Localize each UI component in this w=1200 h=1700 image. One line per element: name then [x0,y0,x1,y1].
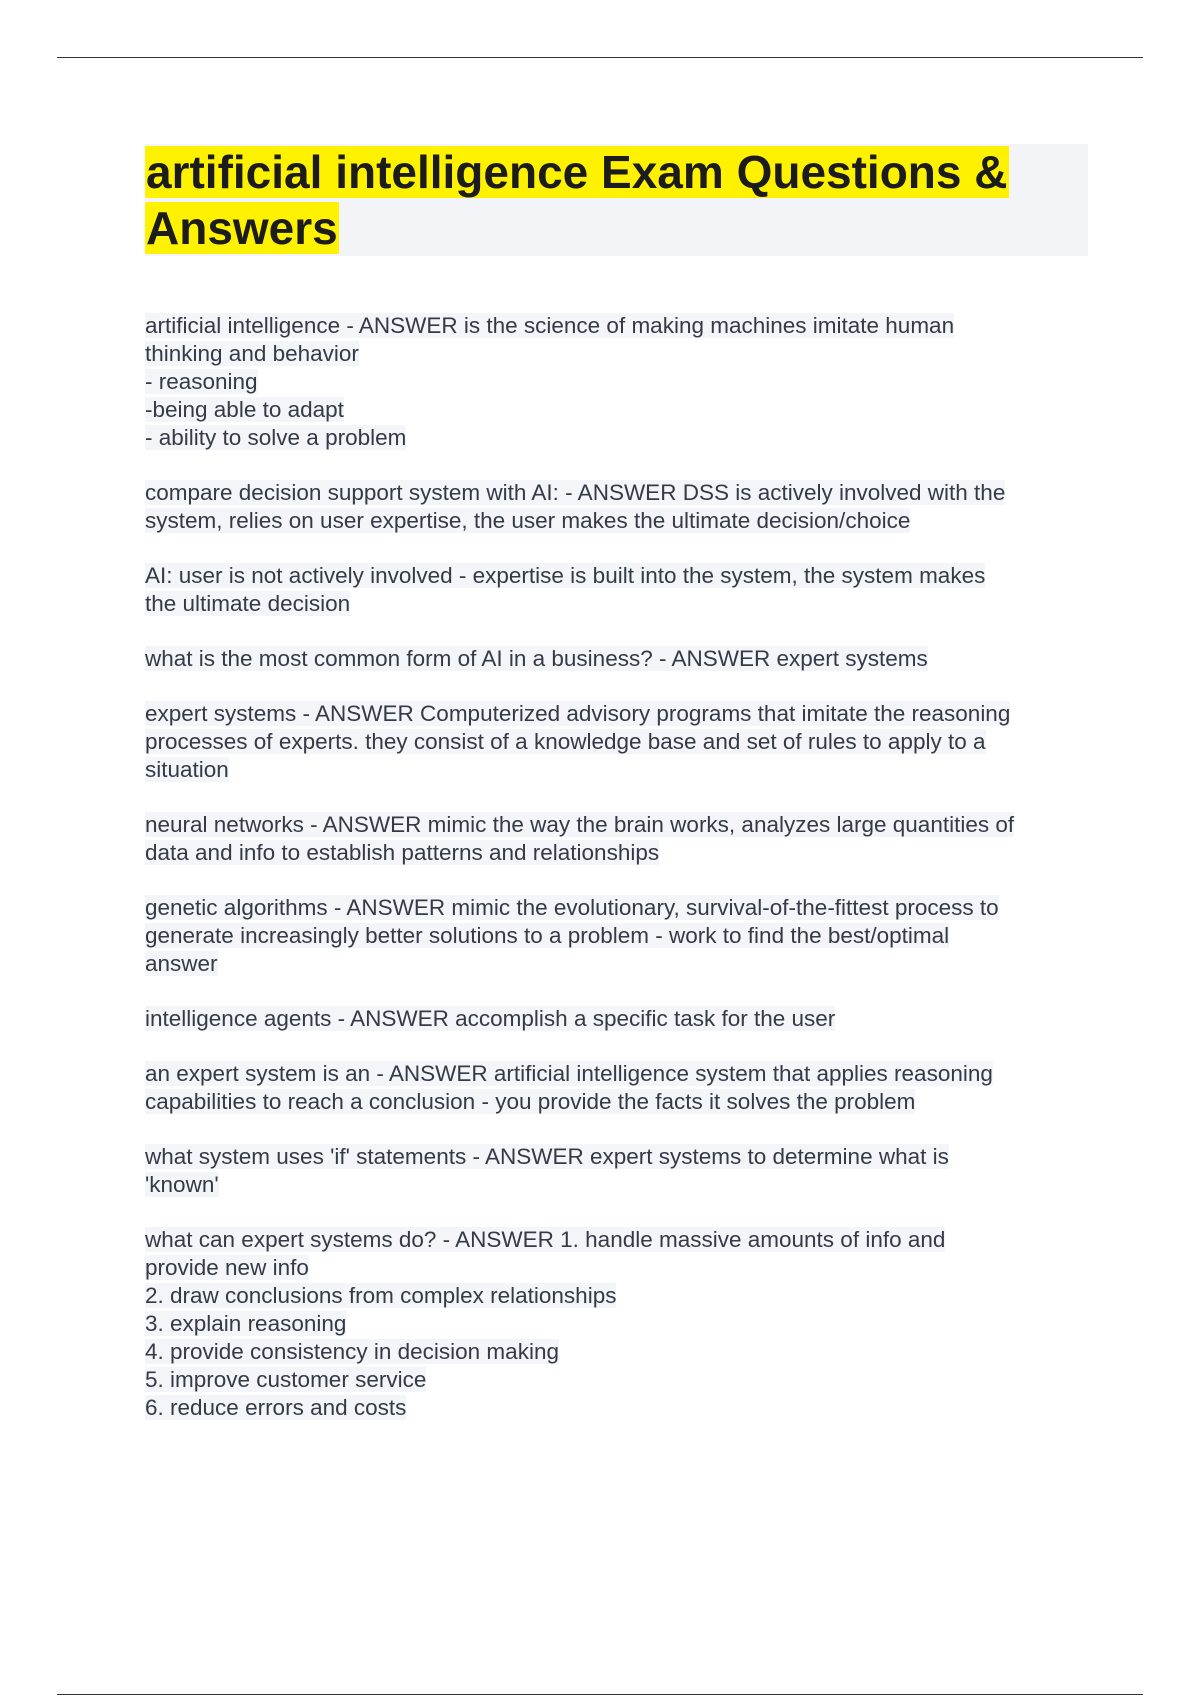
qa-entry [145,1226,1090,1422]
qa-line [145,811,1090,839]
qa-line-text: 4. provide consistency in decision making [145,1339,559,1364]
qa-line-text: artificial intelligence - ANSWER is the science of making machines imitate human [145,313,955,338]
qa-line [145,1060,1090,1088]
qa-line-text: intelligence agents - ANSWER accomplish a specific task for the user [145,1006,836,1031]
header-rule [57,57,1143,58]
qa-line-text: -being able to adapt [145,397,344,422]
qa-line-text: provide new info [145,1255,309,1280]
qa-line [145,922,1090,950]
qa-line-text: 6. reduce errors and costs [145,1395,407,1420]
qa-line-text: what system uses 'if' statements - ANSWER expert systems to determine what is [145,1144,949,1169]
qa-line-text: an expert system is an - ANSWER artificial intelligence system that applies reasoning [145,1061,993,1086]
qa-line-text: compare decision support system with AI: - ANSWER DSS is actively involved with the [145,480,1006,505]
qa-entry [145,479,1090,535]
qa-line [145,756,1090,784]
qa-line-text: what is the most common form of AI in a business? - ANSWER expert systems [145,646,928,671]
qa-line [145,396,1090,424]
qa-line [145,312,1090,340]
qa-line [145,1143,1090,1171]
qa-line-text: answer [145,951,218,976]
page-title [145,144,1088,256]
qa-entry [145,1143,1090,1199]
qa-entry [145,645,1090,673]
qa-line [145,950,1090,978]
qa-entry [145,312,1090,452]
qa-line [145,645,1090,673]
qa-line-text: 'known' [145,1172,219,1197]
qa-line-text: AI: user is not actively involved - expertise is built into the system, the system makes [145,563,986,588]
qa-line-text: capabilities to reach a conclusion - you provide the facts it solves the problem [145,1089,916,1114]
qa-line-text: 3. explain reasoning [145,1311,347,1336]
qa-line-text: system, relies on user expertise, the user makes the ultimate decision/choice [145,508,911,533]
footer-rule [57,1694,1143,1695]
qa-line [145,1310,1090,1338]
qa-line [145,340,1090,368]
qa-line [145,728,1090,756]
qa-line-text: genetic algorithms - ANSWER mimic the evolutionary, survival-of-the-fittest process to [145,895,999,920]
qa-line-text: processes of experts. they consist of a knowledge base and set of rules to apply to a [145,729,986,754]
qa-line-text: - ability to solve a problem [145,425,407,450]
qa-line-text: neural networks - ANSWER mimic the way the brain works, analyzes large quantities of [145,812,1015,837]
qa-line [145,1394,1090,1422]
title-highlight-line-2: Answers [146,202,338,254]
qa-entry [145,894,1090,978]
qa-line [145,507,1090,535]
qa-entry [145,700,1090,784]
qa-entry [145,811,1090,867]
qa-entry [145,1005,1090,1033]
title-highlight-line-1: artificial intelligence Exam Questions & [146,146,1008,198]
qa-line-text: 5. improve customer service [145,1367,427,1392]
title-block [145,144,1088,256]
qa-line [145,1366,1090,1394]
qa-line [145,479,1090,507]
qa-line-text: situation [145,757,229,782]
qa-line [145,1171,1090,1199]
qa-line [145,1282,1090,1310]
qa-entry [145,562,1090,618]
qa-line [145,894,1090,922]
qa-line [145,1088,1090,1116]
qa-line [145,1226,1090,1254]
qa-line [145,424,1090,452]
qa-line-text: generate increasingly better solutions to a problem - work to find the best/optimal [145,923,950,948]
qa-line [145,700,1090,728]
qa-line [145,839,1090,867]
qa-line-text: the ultimate decision [145,591,351,616]
qa-line [145,1338,1090,1366]
qa-line-text: - reasoning [145,369,258,394]
qa-entry [145,1060,1090,1116]
qa-line-text: 2. draw conclusions from complex relationships [145,1283,617,1308]
qa-line [145,368,1090,396]
qa-line-text: what can expert systems do? - ANSWER 1. handle massive amounts of info and [145,1227,946,1252]
qa-line [145,1005,1090,1033]
qa-line [145,590,1090,618]
qa-list [145,312,1090,1449]
qa-line [145,562,1090,590]
qa-line-text: data and info to establish patterns and relationships [145,840,660,865]
qa-line [145,1254,1090,1282]
qa-line-text: thinking and behavior [145,341,359,366]
qa-line-text: expert systems - ANSWER Computerized advisory programs that imitate the reasoning [145,701,1011,726]
